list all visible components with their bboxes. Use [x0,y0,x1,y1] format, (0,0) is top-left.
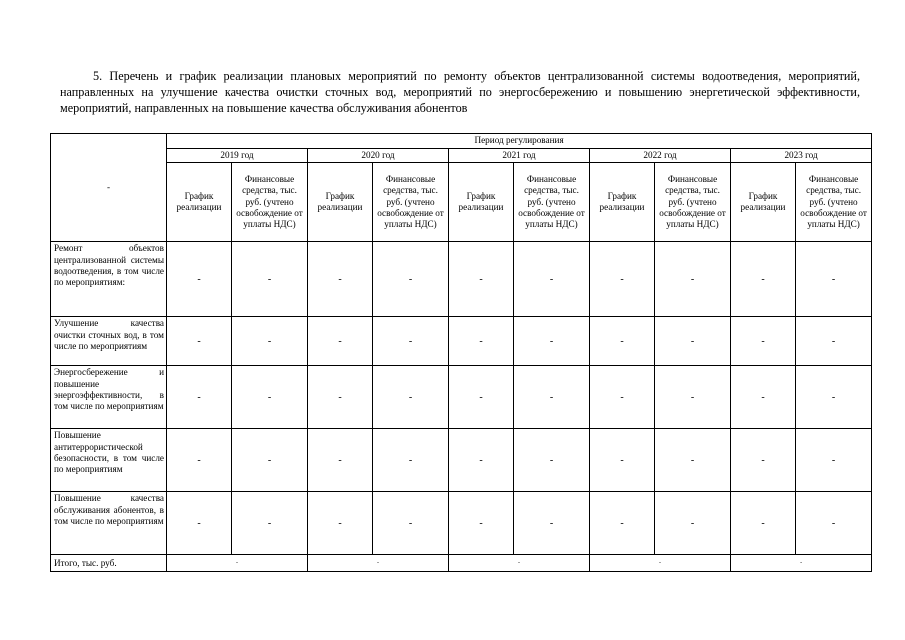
row-label: Повышение антитеррористической безопасности, в том числе по мероприятиям [51,429,167,492]
column-header-finance: Финансовые средства, тыс. руб. (учтено освобождение от уплаты НДС) [373,163,449,242]
table-cell: - [514,242,590,317]
table-row [51,366,872,429]
table-cell: - [731,317,796,366]
year-header: 2021 год [449,149,590,163]
table-cell: - [232,366,308,429]
table-cell: - [590,429,655,492]
total-cell: - [308,555,449,572]
table-cell: - [308,242,373,317]
table-row [51,492,872,555]
column-header-finance: Финансовые средства, тыс. руб. (учтено освобождение от уплаты НДС) [232,163,308,242]
table-cell: - [373,317,449,366]
table-row [51,242,872,317]
table-cell: - [514,366,590,429]
table-cell: - [796,366,872,429]
table-row [51,317,872,366]
year-header: 2020 год [308,149,449,163]
table-cell: - [449,317,514,366]
table-cell: - [796,492,872,555]
table-cell: - [232,492,308,555]
table-cell: - [373,366,449,429]
table-cell: - [655,492,731,555]
table-cell: - [514,317,590,366]
table-cell: - [796,317,872,366]
period-header: Период регулирования [167,134,872,149]
table-cell: - [449,242,514,317]
total-label: Итого, тыс. руб. [51,555,167,572]
total-cell: - [167,555,308,572]
total-cell: - [731,555,872,572]
table-cell: - [731,429,796,492]
table-cell: - [308,429,373,492]
table-cell: - [514,492,590,555]
table-cell: - [796,242,872,317]
column-header-finance: Финансовые средства, тыс. руб. (учтено освобождение от уплаты НДС) [655,163,731,242]
table-cell: - [167,317,232,366]
column-header-schedule: График реализации [167,163,232,242]
table-row [51,429,872,492]
total-cell: - [590,555,731,572]
year-header: 2022 год [590,149,731,163]
table-cell: - [232,429,308,492]
table-cell: - [514,429,590,492]
table-cell: - [308,366,373,429]
table-cell: - [449,366,514,429]
table-cell: - [308,317,373,366]
table-cell: - [731,242,796,317]
column-header-schedule: График реализации [590,163,655,242]
table-cell: - [167,492,232,555]
table-cell: - [373,242,449,317]
table-cell: - [590,242,655,317]
year-header: 2019 год [167,149,308,163]
document-heading: 5. Перечень и график реализации плановых мероприятий по ремонту объектов централизованной системы водоотведения, мероприятий, направленных на улучшение качества очистки сточных вод, мероприятий по энергосбережению и повышению энергетической эффективности, мероприятий, направленных на повышение качества обслуживания абонентов [60,69,860,115]
table-cell: - [655,366,731,429]
column-header-finance: Финансовые средства, тыс. руб. (учтено освобождение от уплаты НДС) [796,163,872,242]
column-header-finance: Финансовые средства, тыс. руб. (учтено освобождение от уплаты НДС) [514,163,590,242]
table-cell: - [308,492,373,555]
table-cell: - [590,492,655,555]
total-row [51,555,872,572]
table-cell: - [449,492,514,555]
row-label: Энергосбережение и повышение энергоэффективности, в том числе по мероприятиям [51,366,167,429]
table-cell: - [655,242,731,317]
column-header-schedule: График реализации [731,163,796,242]
table-cell: - [449,429,514,492]
table-cell: - [373,429,449,492]
table-cell: - [167,242,232,317]
table-cell: - [232,242,308,317]
row-label: Повышение качества обслуживания абонентов, в том числе по мероприятиям [51,492,167,555]
table-cell: - [232,317,308,366]
table-cell: - [167,366,232,429]
total-cell: - [449,555,590,572]
table-cell: - [655,317,731,366]
year-header: 2023 год [731,149,872,163]
table-cell: - [655,429,731,492]
table-cell: - [590,366,655,429]
table-corner-cell: - [51,134,167,242]
column-header-schedule: График реализации [449,163,514,242]
row-label: Улучшение качества очистки сточных вод, в том числе по мероприятиям [51,317,167,366]
table-cell: - [373,492,449,555]
table-cell: - [590,317,655,366]
table-cell: - [731,492,796,555]
table-cell: - [167,429,232,492]
column-header-schedule: График реализации [308,163,373,242]
row-label: Ремонт объектов централизованной системы водоотведения, в том числе по мероприятиям: [51,242,167,317]
table-cell: - [796,429,872,492]
table-cell: - [731,366,796,429]
activities-schedule-table [50,133,872,572]
